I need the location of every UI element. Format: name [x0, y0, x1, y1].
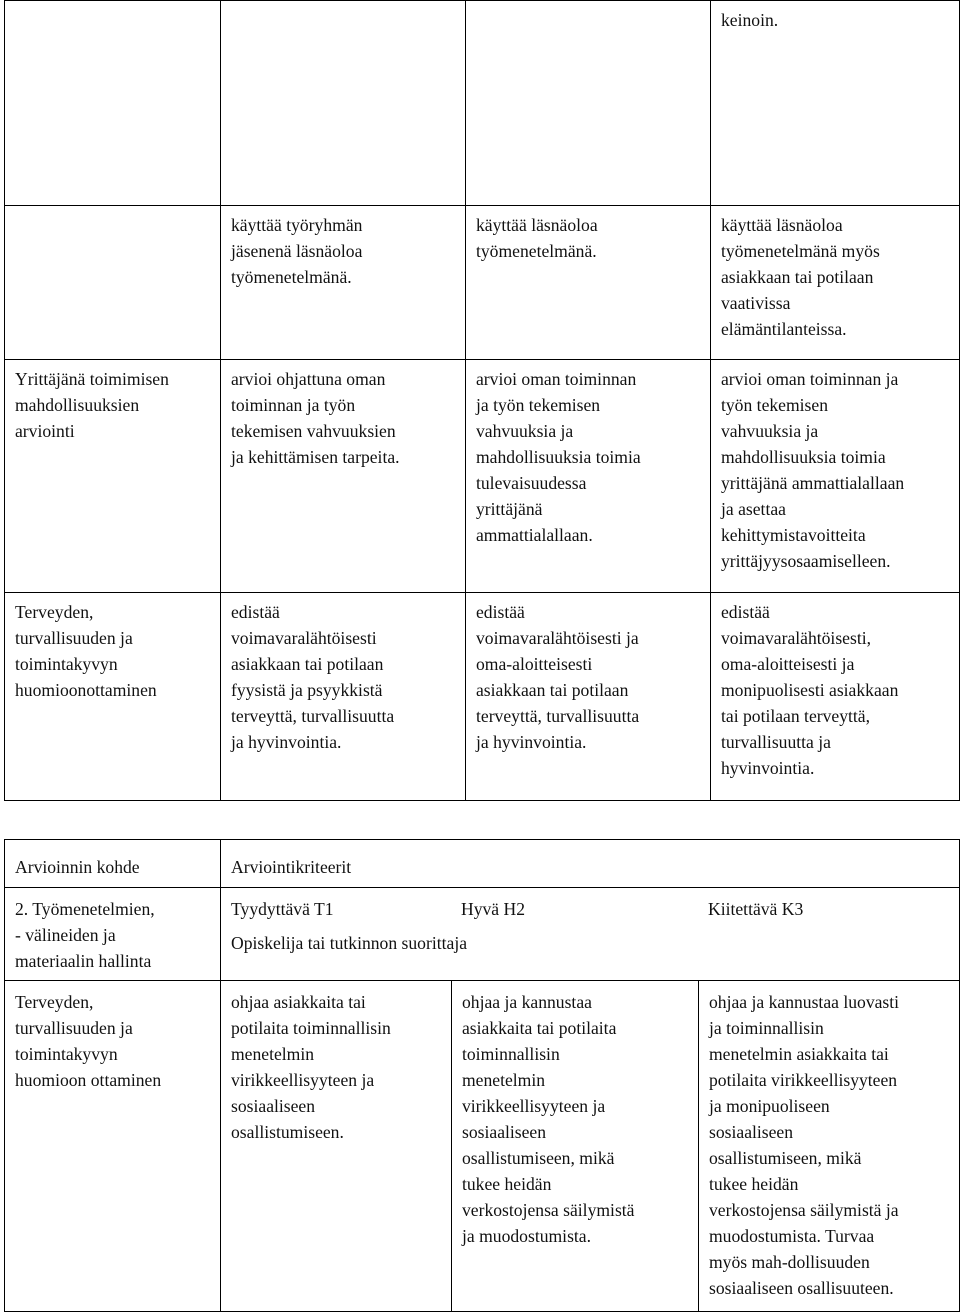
header-cell [221, 840, 960, 888]
grade-h2: Hyvä H2 [461, 899, 526, 919]
grade-labels [231, 896, 951, 922]
table-cell [711, 1, 960, 206]
row-heading [5, 360, 221, 593]
table-cell [466, 593, 711, 801]
header-cell [5, 840, 221, 888]
table-cell [452, 981, 699, 1312]
row-heading [5, 981, 221, 1312]
cell-text: käyttää läsnäoloa työmenetelmänä myös asiakkaan tai potilaan vaativissa elämäntilanteissa. [721, 215, 880, 339]
criteria-table-continued [4, 0, 960, 801]
header-kohde: Arvioinnin kohde [15, 857, 140, 877]
table-cell [221, 360, 466, 593]
cell-text: ohjaa ja kannustaa luovasti ja toiminnallisin menetelmin asiakkaita tai potilaita virikkeellisyyteen ja monipuoliseen sosiaaliseen osallistumiseen, mikä tukee heidän verkostojensa säilymistä ja muodostumista. Turvaa myös mah-dollisuuden sosiaaliseen osallisuuteen. [709, 992, 900, 1298]
table-row [5, 1, 960, 206]
table-cell [5, 206, 221, 360]
cell-text: käyttää läsnäoloa työmenetelmänä. [476, 215, 598, 261]
table-row [5, 981, 960, 1312]
cell-text: edistää voimavaralähtöisesti asiakkaan tai potilaan fyysistä ja psyykkistä terveyttä, turvallisuutta ja hyvinvointia. [231, 602, 395, 752]
table-cell [221, 1, 466, 206]
table-cell [466, 360, 711, 593]
section-row [5, 888, 960, 981]
grade-k3: Kiitettävä K3 [708, 899, 804, 919]
section-title: 2. Työmenetelmien, - välineiden ja materiaalin hallinta [15, 899, 155, 971]
cell-text: Terveyden, turvallisuuden ja toimintakyvyn huomioonottaminen [15, 602, 157, 700]
criteria-table [4, 839, 960, 1312]
table-row [5, 360, 960, 593]
cell-text: arvioi ohjattuna oman toiminnan ja työn tekemisen vahvuuksien ja kehittämisen tarpeita. [231, 369, 400, 467]
cell-text: Yrittäjänä toimimisen mahdollisuuksien arviointi [15, 369, 169, 441]
table-row [5, 206, 960, 360]
table-row [5, 593, 960, 801]
cell-text: arvioi oman toiminnan ja työn tekemisen vahvuuksia ja mahdollisuuksia toimia tulevaisuudessa yrittäjänä ammattialallaan. [476, 369, 641, 545]
table-cell [699, 981, 960, 1312]
table-cell [221, 593, 466, 801]
cell-text: käyttää työryhmän jäsenenä läsnäoloa työmenetelmänä. [231, 215, 363, 287]
grade-t1: Tyydyttävä T1 [231, 899, 334, 919]
cell-text: ohjaa ja kannustaa asiakkaita tai potilaita toiminnallisin menetelmin virikkeellisyyteen ja sosiaaliseen osallistumiseen, mikä tukee heidän verkostojensa säilymistä ja muodostumista. [462, 992, 635, 1246]
cell-text: edistää voimavaralähtöisesti, oma-aloitteisesti ja monipuolisesti asiakkaan tai potilaan terveyttä, turvallisuutta ja hyvinvointia. [721, 602, 899, 778]
cell-text: Terveyden, turvallisuuden ja toimintakyvyn huomioon ottaminen [15, 992, 162, 1090]
table-cell [466, 206, 711, 360]
cell-text: edistää voimavaralähtöisesti ja oma-aloitteisesti asiakkaan tai potilaan terveyttä, turvallisuutta ja hyvinvointia. [476, 602, 640, 752]
cell-text: ohjaa asiakkaita tai potilaita toiminnallisin menetelmin virikkeellisyyteen ja sosiaaliseen osallistumiseen. [231, 992, 391, 1142]
table-cell [466, 1, 711, 206]
table-cell [711, 593, 960, 801]
table-cell [5, 1, 221, 206]
section-subtitle: Opiskelija tai tutkinnon suorittaja [231, 933, 468, 953]
cell-text: keinoin. [721, 10, 779, 30]
table-cell [711, 360, 960, 593]
table-cell [711, 206, 960, 360]
grades-cell [221, 888, 960, 981]
table-cell [221, 981, 452, 1312]
table-cell [221, 206, 466, 360]
cell-text: arvioi oman toiminnan ja työn tekemisen vahvuuksia ja mahdollisuuksia toimia yrittäjänä ammattialallaan ja asettaa kehittymistavoitteita yrittäjyysosaamiselleen. [721, 369, 905, 571]
section-title-cell [5, 888, 221, 981]
header-kriteerit: Arviointikriteerit [231, 857, 352, 877]
table-header-row [5, 840, 960, 888]
row-heading [5, 593, 221, 801]
